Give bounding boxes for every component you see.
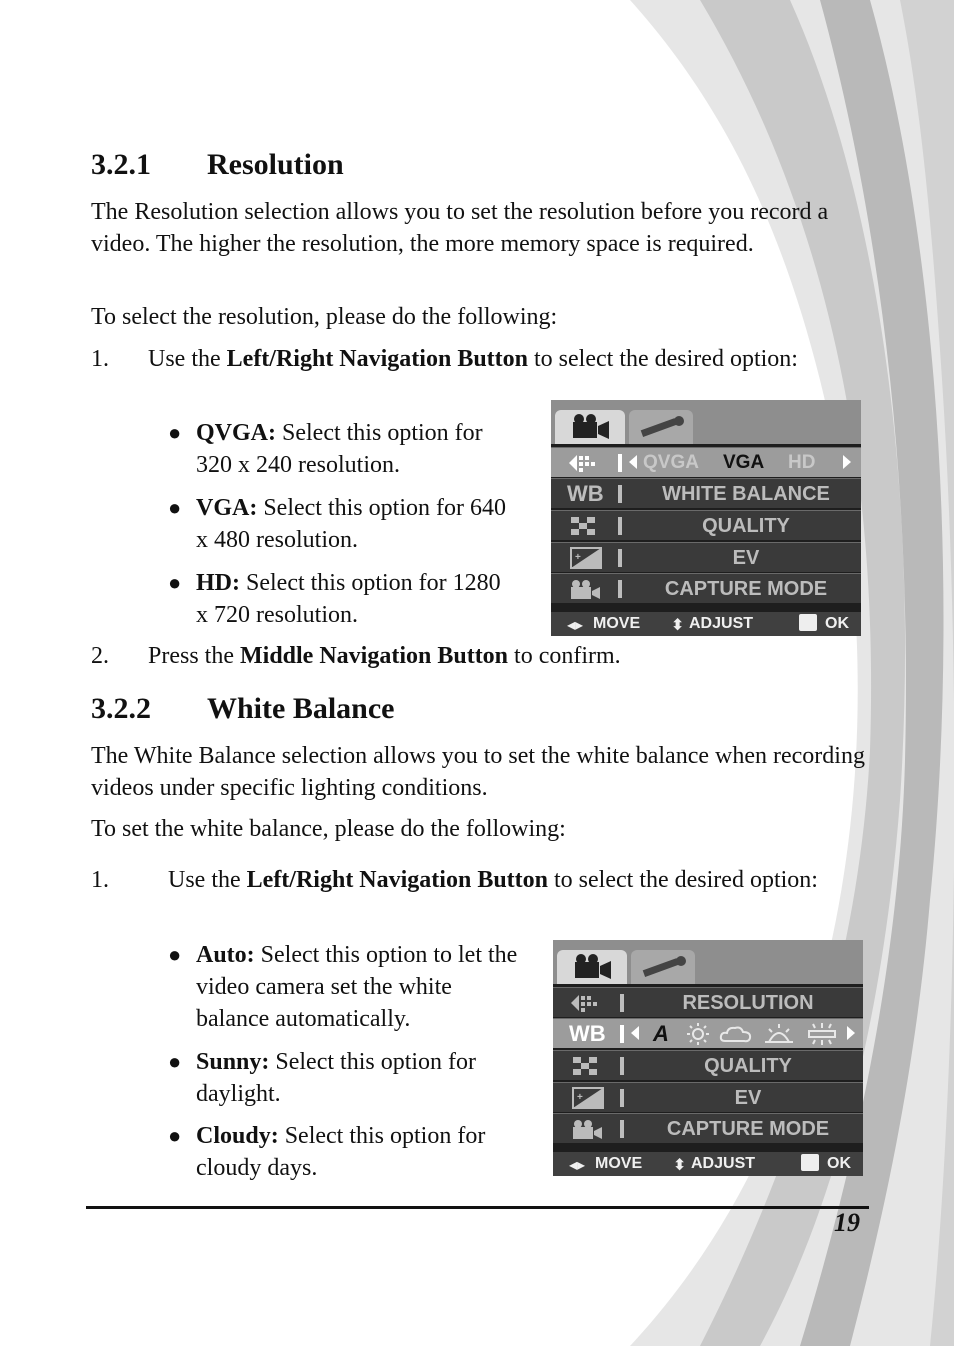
step-text-pre: Use the <box>148 346 227 372</box>
move-arrows-icon: ◂▸ <box>569 1157 586 1174</box>
section-title: Resolution <box>207 148 344 181</box>
paragraph-wb-lead: To set the white balance, please do the following: <box>91 816 566 842</box>
footer-rule <box>86 1206 869 1209</box>
bullet-dot: ● <box>168 942 182 967</box>
camcorder-icon <box>555 410 625 444</box>
footer-adjust: ADJUST <box>689 615 754 632</box>
step-number: 2. <box>91 643 109 669</box>
adjust-arrows-icon: ⬍ <box>671 617 685 634</box>
menu-label: EV <box>734 1087 762 1109</box>
bullet-cloudy <box>168 1120 516 1184</box>
paragraph-resolution-intro: The Resolution selection allows you to set the resolution before you record a video. The higher the resolution, the more memory space is required. <box>91 199 829 257</box>
step-text <box>168 864 848 896</box>
paragraph-resolution-lead: To select the resolution, please do the following: <box>91 304 558 330</box>
section-heading-resolution <box>91 148 344 182</box>
menu-label: QUALITY <box>702 515 790 537</box>
tungsten-icon <box>763 1022 795 1046</box>
step-text-post: to confirm. <box>508 643 621 669</box>
left-arrow-icon <box>631 1026 639 1040</box>
step-text-pre: Use the <box>168 867 247 893</box>
ev-icon <box>567 546 607 570</box>
menu-row-quality <box>553 1050 863 1080</box>
menu-label: QUALITY <box>704 1055 792 1077</box>
menu-row-quality <box>551 510 861 540</box>
step-text-bold: Left/Right Navigation Button <box>226 346 529 372</box>
step-text-bold: Middle Navigation Button <box>240 643 509 669</box>
bullet-text: Select this option for 1280 x 720 resolution. <box>196 570 501 628</box>
move-arrows-icon: ◂▸ <box>567 617 584 634</box>
menu-footer <box>553 1152 863 1176</box>
footer-ok: OK <box>825 615 849 632</box>
camcorder-icon <box>569 1117 609 1141</box>
bullet-dot: ● <box>168 570 182 595</box>
bullet-auto <box>168 939 531 1035</box>
tools-icon <box>631 950 695 984</box>
cloudy-icon <box>719 1023 753 1045</box>
bullet-dot: ● <box>168 495 182 520</box>
option-hd: HD <box>788 452 816 473</box>
menu-row-ev <box>551 542 861 572</box>
menu-row-resolution <box>553 987 863 1017</box>
svg-text:+: + <box>575 552 581 563</box>
bullet-label: QVGA: <box>196 420 276 446</box>
step-text-pre: Press the <box>148 643 240 669</box>
menu-label: EV <box>732 547 760 569</box>
section-title: White Balance <box>207 692 395 725</box>
bullet-text: Select this option for 640 x 480 resolution. <box>196 495 506 553</box>
ev-icon <box>569 1086 609 1110</box>
right-arrow-icon <box>847 1026 855 1040</box>
bullet-label: VGA: <box>196 495 258 521</box>
menu-row-white-balance <box>553 1018 863 1048</box>
menu-label: RESOLUTION <box>682 992 814 1014</box>
row-divider <box>620 1120 624 1138</box>
section-number: 3.2.2 <box>91 692 151 725</box>
footer-move: MOVE <box>593 615 641 632</box>
tab-video <box>557 950 627 984</box>
menu-row-capture-mode <box>551 573 861 603</box>
adjust-arrows-icon: ⬍ <box>673 1157 687 1174</box>
option-auto-icon: A <box>653 1021 669 1046</box>
menu-row-ev <box>553 1082 863 1112</box>
camera-menu-screen-resolution <box>551 400 861 636</box>
resolution-icon <box>569 991 609 1015</box>
footer-move: MOVE <box>595 1155 643 1172</box>
enter-icon <box>799 614 817 631</box>
step-text <box>148 343 828 375</box>
footer-ok: OK <box>827 1155 851 1172</box>
bullet-dot: ● <box>168 1049 182 1074</box>
wb-icon: WB <box>567 481 604 506</box>
paragraph-wb-intro: The White Balance selection allows you to set the white balance when recording videos under specific lighting conditions. <box>91 743 865 801</box>
step-text <box>148 640 828 672</box>
tools-icon <box>629 410 693 444</box>
bullet-label: Cloudy: <box>196 1123 279 1149</box>
bullet-dot: ● <box>168 1123 182 1148</box>
fluorescent-icon <box>805 1022 839 1046</box>
step-text-post: to select the desired option: <box>528 346 798 372</box>
tab-setup <box>629 410 693 444</box>
row-divider <box>620 1089 624 1107</box>
step-number: 1. <box>91 346 109 372</box>
resolution-icon <box>567 451 607 475</box>
bullet-label: Auto: <box>196 942 255 968</box>
bullet-vga <box>168 492 516 556</box>
sunny-icon <box>685 1022 711 1046</box>
option-vga: VGA <box>723 452 765 473</box>
camcorder-icon <box>557 950 627 984</box>
quality-icon <box>567 514 607 538</box>
right-arrow-icon <box>843 455 851 469</box>
camera-menu-screen-white-balance <box>553 940 863 1176</box>
svg-text:+: + <box>577 1092 583 1103</box>
step-number: 1. <box>91 867 109 893</box>
bullet-text: Select this option for daylight. <box>196 1049 477 1107</box>
bullet-text: Select this option for 320 x 240 resolution. <box>196 420 483 478</box>
menu-tabs <box>553 940 863 984</box>
row-divider <box>618 549 622 567</box>
menu-footer <box>551 612 861 636</box>
step-text-bold: Left/Right Navigation Button <box>246 867 549 893</box>
tab-video <box>555 410 625 444</box>
enter-icon <box>801 1154 819 1171</box>
row-divider <box>618 580 622 598</box>
menu-tabs <box>551 400 861 444</box>
menu-label: WHITE BALANCE <box>662 483 830 505</box>
section-heading-white-balance <box>91 692 395 726</box>
wb-icon: WB <box>569 1021 606 1046</box>
left-arrow-icon <box>629 455 637 469</box>
menu-label: CAPTURE MODE <box>666 1118 830 1140</box>
bullet-label: HD: <box>196 570 240 596</box>
bullet-label: Sunny: <box>196 1049 270 1075</box>
tab-setup <box>631 950 695 984</box>
row-divider <box>620 1025 624 1043</box>
footer-adjust: ADJUST <box>691 1155 756 1172</box>
row-divider <box>620 1057 624 1075</box>
option-qvga: QVGA <box>643 452 699 473</box>
bullet-sunny <box>168 1046 531 1110</box>
row-divider <box>618 485 622 503</box>
step-text-post: to select the desired option: <box>548 867 818 893</box>
row-divider <box>618 454 622 472</box>
section-number: 3.2.1 <box>91 148 151 181</box>
row-divider <box>620 994 624 1012</box>
menu-row-capture-mode <box>553 1113 863 1143</box>
page-number: 19 <box>834 1208 860 1237</box>
quality-icon <box>569 1054 609 1078</box>
menu-row-white-balance <box>551 478 861 508</box>
menu-label: CAPTURE MODE <box>664 578 828 600</box>
row-divider <box>618 517 622 535</box>
camcorder-icon <box>567 577 607 601</box>
bullet-qvga <box>168 417 516 481</box>
bullet-hd <box>168 567 516 631</box>
bullet-text: Select this option to let the video camera set the white balance automatically. <box>196 942 518 1032</box>
menu-row-resolution <box>551 447 861 477</box>
bullet-dot: ● <box>168 420 182 445</box>
bullet-text: Select this option for cloudy days. <box>196 1123 486 1181</box>
